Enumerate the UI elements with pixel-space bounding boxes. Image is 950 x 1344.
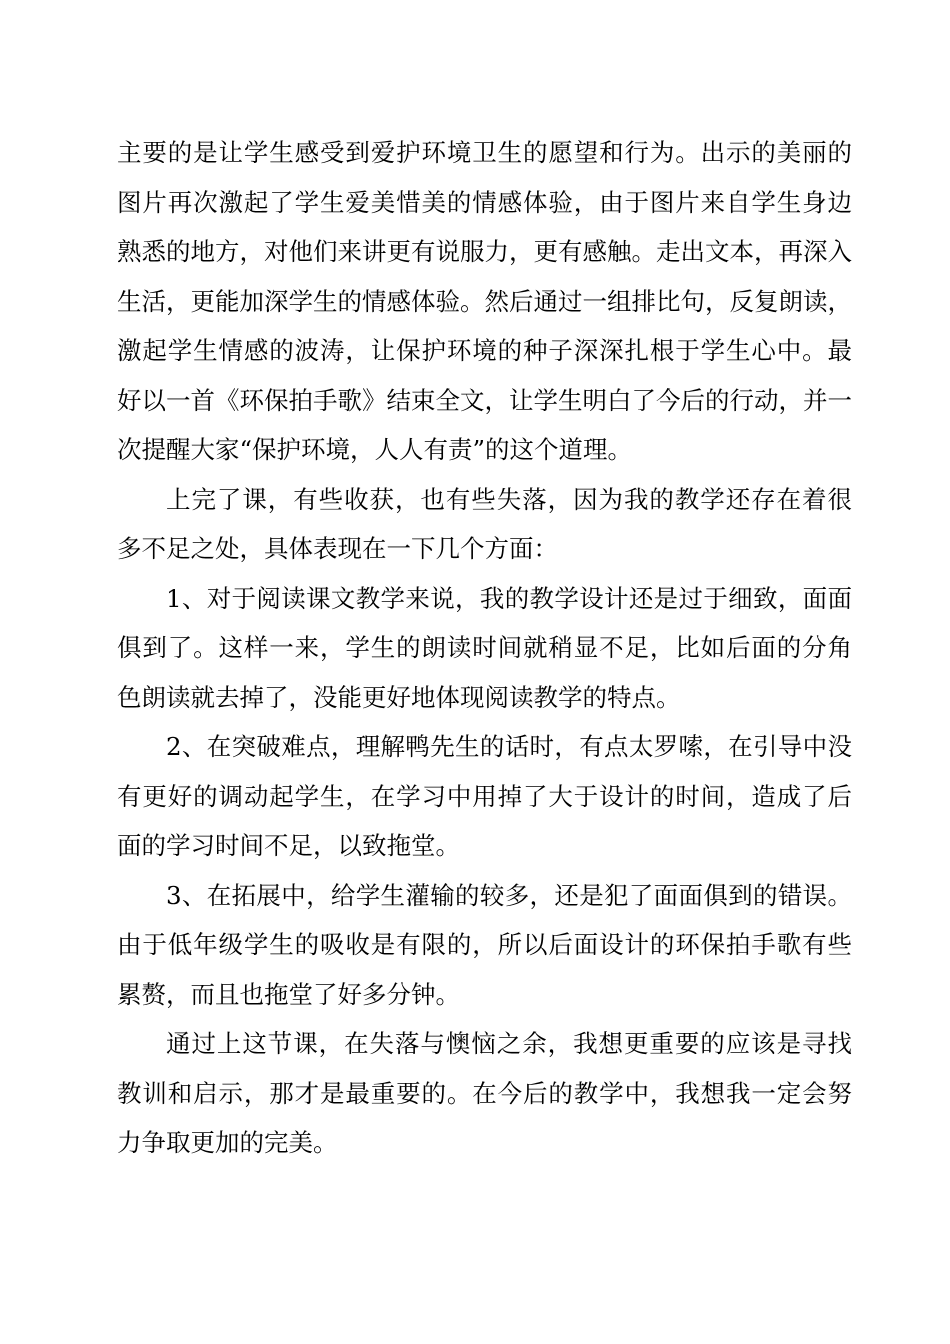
text-line: 3、在拓展中，给学生灌输的较多，还是犯了面面俱到的错误。	[166, 880, 852, 910]
text-line: 次提醒大家“保护环境，人人有责”的这个道理。	[117, 435, 633, 464]
text-line: 1、对于阅读课文教学来说，我的教学设计还是过于细致，面面	[166, 583, 852, 613]
paragraph-conclusion	[117, 1019, 852, 1168]
text-line: 累赘，而且也拖堂了好多分钟。	[117, 979, 460, 1009]
paragraph-intro-continuation	[117, 128, 852, 475]
text-line: 上完了课，有些收获，也有些失落，因为我的教学还存在着很	[166, 484, 852, 514]
body-text	[117, 128, 852, 1168]
text-line: 由于低年级学生的吸收是有限的，所以后面设计的环保拍手歌有些	[117, 930, 852, 959]
text-line: 通过上这节课，在失落与懊恼之余，我想更重要的应该是寻找	[166, 1029, 852, 1058]
text-line: 俱到了。这样一来，学生的朗读时间就稍显不足，比如后面的分角	[117, 633, 852, 662]
text-line: 面的学习时间不足，以致拖堂。	[117, 831, 460, 860]
text-line: 有更好的调动起学生，在学习中用掉了大于设计的时间，造成了后	[117, 781, 852, 811]
text-line: 教训和启示，那才是最重要的。在今后的教学中，我想我一定会努	[117, 1078, 852, 1108]
text-line: 图片再次激起了学生爱美惜美的情感体验，由于图片来自学生身边	[117, 187, 852, 217]
paragraph-point-3	[117, 871, 852, 1020]
text-line: 多不足之处，具体表现在一下几个方面：	[117, 534, 558, 563]
text-line: 熟悉的地方，对他们来讲更有说服力，更有感触。走出文本，再深入	[117, 237, 852, 266]
text-line: 生活，更能加深学生的情感体验。然后通过一组排比句，反复朗读，	[117, 286, 852, 316]
text-line: 色朗读就去掉了，没能更好地体现阅读教学的特点。	[117, 682, 681, 712]
text-line: 好以一首《环保拍手歌》结束全文，让学生明白了今后的行动，并一	[117, 385, 852, 415]
text-line: 力争取更加的完美。	[117, 1128, 338, 1157]
text-line: 激起学生情感的波涛，让保护环境的种子深深扎根于学生心中。最	[117, 336, 852, 365]
text-line: 主要的是让学生感受到爱护环境卫生的愿望和行为。出示的美丽的	[117, 138, 852, 167]
paragraph-point-2	[117, 722, 852, 871]
text-line: 2、在突破难点，理解鸭先生的话时，有点太罗嗦，在引导中没	[166, 732, 852, 761]
paragraph-point-1	[117, 574, 852, 723]
paragraph-shortcomings-intro	[117, 475, 852, 574]
